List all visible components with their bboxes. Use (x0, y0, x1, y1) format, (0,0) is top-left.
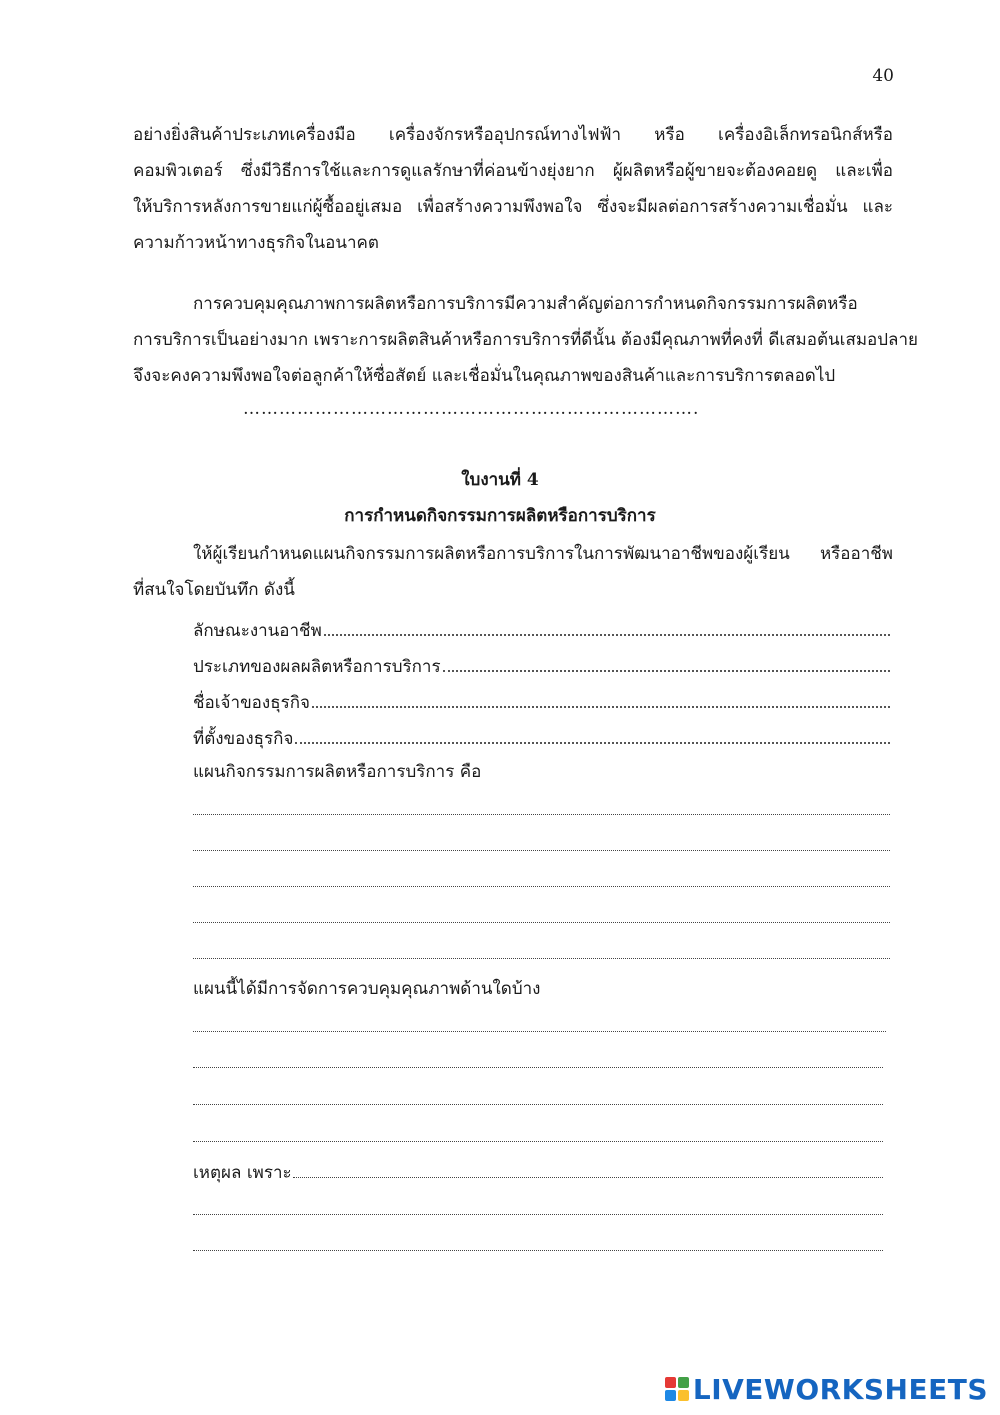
answer-line[interactable] (312, 682, 890, 708)
worksheet-subtitle: การกำหนดกิจกรรมการผลิตหรือการบริการ (344, 506, 656, 526)
answer-line[interactable] (193, 1141, 883, 1142)
instruction-line-1: ให้ผู้เรียนกำหนดแผนกิจกรรมการผลิตหรือการบริการในการพัฒนาอาชีพของผู้เรียน หรืออาชีพ (193, 544, 893, 564)
plan-label: แผนกิจกรรมการผลิตหรือการบริการ คือ (193, 762, 482, 782)
answer-line[interactable] (193, 1067, 883, 1068)
field-product-type (193, 646, 890, 685)
field-label: ชื่อเจ้าของธุรกิจ (193, 693, 310, 713)
answer-line[interactable] (295, 718, 890, 744)
text-line: ให้บริการหลังการขายแก่ผู้ซื้ออยู่เสมอ เพื่อสร้างความพึงพอใจ ซึ่งจะมีผลต่อการสร้างความเชื่อมั่น และ (133, 197, 893, 217)
text-line: คอมพิวเตอร์ ซึ่งมีวิธีการใช้และการดูแลรักษาที่ค่อนข้างยุ่งยาก ผู้ผลิตหรือผู้ขายจะต้องคอยดู และเพื่อ (133, 161, 893, 181)
answer-line[interactable] (293, 1177, 883, 1178)
answer-line[interactable] (193, 814, 890, 815)
answer-line[interactable] (193, 1214, 883, 1215)
answer-line[interactable] (193, 922, 890, 923)
answer-line[interactable] (193, 886, 890, 887)
page-number: 40 (872, 66, 894, 86)
field-business-location (193, 718, 890, 757)
field-business-owner (193, 682, 890, 721)
liveworksheets-logo (665, 1371, 988, 1407)
separator-dots: …………………………………………………………………. (243, 399, 700, 419)
logo-text: LIVEWORKSHEETS (692, 1372, 988, 1406)
answer-line[interactable] (324, 610, 890, 636)
field-label: ที่ตั้งของธุรกิจ (193, 729, 294, 749)
logo-blocks-icon (665, 1377, 689, 1401)
answer-line[interactable] (443, 646, 890, 672)
reason-label: เหตุผล เพราะ (193, 1163, 292, 1183)
field-label: ลักษณะงานอาชีพ (193, 621, 322, 641)
text-line: การควบคุมคุณภาพการผลิตหรือการบริการมีความสำคัญต่อการกำหนดกิจกรรมการผลิตหรือ (193, 294, 858, 314)
quality-label: แผนนี้ได้มีการจัดการควบคุมคุณภาพด้านใดบ้าง (193, 979, 541, 999)
answer-line[interactable] (193, 1250, 883, 1251)
answer-line[interactable] (193, 850, 890, 851)
field-label: ประเภทของผลผลิตหรือการบริการ (193, 657, 441, 677)
field-occupation-nature (193, 610, 890, 649)
worksheet-title: ใบงานที่ 4 (461, 470, 539, 490)
text-line: ความก้าวหน้าทางธุรกิจในอนาคต (133, 233, 379, 253)
instruction-line-2: ที่สนใจโดยบันทึก ดังนี้ (133, 580, 295, 600)
text-line: การบริการเป็นอย่างมาก เพราะการผลิตสินค้าหรือการบริการที่ดีนั้น ต้องมีคุณภาพที่คงที่ ดีเสมอต้นเสมอปลาย (133, 330, 918, 350)
answer-line[interactable] (193, 958, 890, 959)
answer-line[interactable] (193, 1031, 886, 1032)
text-line: อย่างยิ่งสินค้าประเภทเครื่องมือ เครื่องจักรหรืออุปกรณ์ทางไฟฟ้า หรือ เครื่องอิเล็กทรอนิกส์หรือ (133, 125, 893, 145)
answer-line[interactable] (193, 1104, 883, 1105)
text-line: จึงจะคงความพึงพอใจต่อลูกค้าให้ซื่อสัตย์ และเชื่อมั่นในคุณภาพของสินค้าและการบริการตลอดไป (133, 366, 836, 386)
